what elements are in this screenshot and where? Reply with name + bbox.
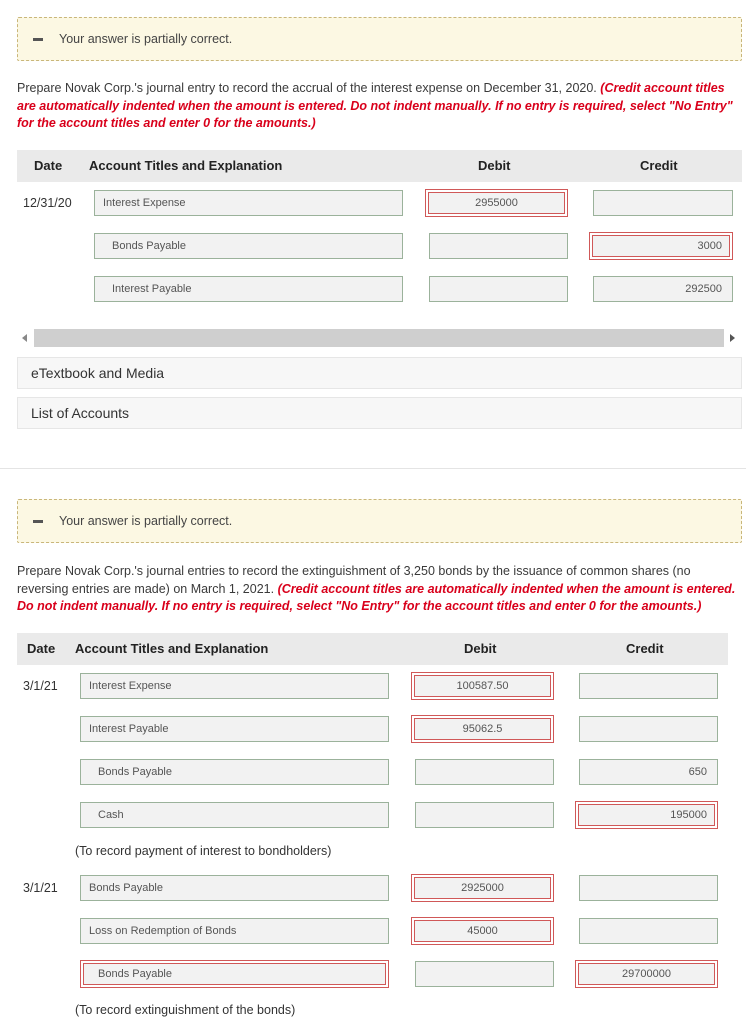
credit-field[interactable] [579,673,718,699]
account-field[interactable]: Interest Payable [94,276,403,302]
header-debit: Debit [464,641,497,656]
prompt-instruction: (Credit account titles are automatically indented when the amount is entered. Do not indent manually. If no entry is required, select "No Entry" for the account titles and enter 0 for the amounts.) [17,581,736,613]
scroll-left-icon[interactable] [22,334,27,342]
credit-field[interactable] [579,918,718,944]
credit-field[interactable]: 3000 [589,232,733,260]
status-text: Your answer is partially correct. [59,32,233,46]
header-debit: Debit [478,158,511,173]
etextbook-panel[interactable] [17,357,742,389]
entry-date: 12/31/20 [23,196,72,210]
header-account: Account Titles and Explanation [89,158,283,173]
credit-field[interactable] [593,190,733,216]
debit-field[interactable]: 2925000 [411,874,554,902]
prompt-instruction: (Credit account titles are automatically indented when the amount is entered. Do not indent manually. If no entry is required, select "No Entry" for the account titles and enter 0 for the amounts.) [17,81,733,130]
header-credit: Credit [640,158,678,173]
account-field[interactable]: Loss on Redemption of Bonds [80,918,389,944]
debit-field[interactable] [415,802,554,828]
credit-field[interactable]: 195000 [575,801,718,829]
partial-correct-icon [33,520,43,523]
status-banner [17,499,742,543]
credit-field[interactable] [579,875,718,901]
account-field[interactable]: Bonds Payable [80,875,389,901]
credit-field[interactable]: 292500 [593,276,733,302]
account-field[interactable]: Interest Expense [94,190,403,216]
credit-field[interactable] [579,716,718,742]
credit-field[interactable]: 650 [579,759,718,785]
debit-field[interactable] [415,961,554,987]
header-date: Date [27,641,56,656]
entry-date: 3/1/21 [23,881,58,895]
entry-explanation: (To record extinguishment of the bonds) [75,1003,296,1017]
scroll-right-icon[interactable] [730,334,735,342]
table-header [17,633,728,665]
header-credit: Credit [626,641,664,656]
account-field[interactable]: Cash [80,802,389,828]
entry-date: 3/1/21 [23,679,58,693]
section-divider [0,468,746,469]
debit-field[interactable]: 100587.50 [411,672,554,700]
account-field[interactable]: Bonds Payable [94,233,403,259]
account-field[interactable]: Interest Expense [80,673,389,699]
credit-field[interactable]: 29700000 [575,960,718,988]
status-text: Your answer is partially correct. [59,514,233,528]
question-prompt [17,80,739,133]
status-banner [17,17,742,61]
debit-field[interactable]: 95062.5 [411,715,554,743]
question-prompt [17,563,739,616]
account-field[interactable]: Interest Payable [80,716,389,742]
etextbook-label: eTextbook and Media [31,365,165,381]
account-field[interactable]: Bonds Payable [80,759,389,785]
debit-field[interactable] [429,233,568,259]
debit-field[interactable] [415,759,554,785]
entry-explanation: (To record payment of interest to bondholders) [75,844,332,858]
list-of-accounts-label: List of Accounts [31,405,130,421]
horizontal-scrollbar[interactable] [17,329,742,347]
debit-field[interactable] [429,276,568,302]
header-account: Account Titles and Explanation [75,641,269,656]
header-date: Date [34,158,63,173]
prompt-text: Prepare Novak Corp.'s journal entries to record the extinguishment of 3,250 bonds by the issuance of common shares (no reversing entries are made) on March 1, 2021. [17,564,691,596]
account-field[interactable]: Bonds Payable [80,960,389,988]
list-of-accounts-panel[interactable] [17,397,742,429]
prompt-text: Prepare Novak Corp.'s journal entry to record the accrual of the interest expense on December 31, 2020. [17,81,597,95]
debit-field[interactable]: 45000 [411,917,554,945]
partial-correct-icon [33,38,43,41]
debit-field[interactable]: 2955000 [425,189,568,217]
table-header [17,150,742,182]
